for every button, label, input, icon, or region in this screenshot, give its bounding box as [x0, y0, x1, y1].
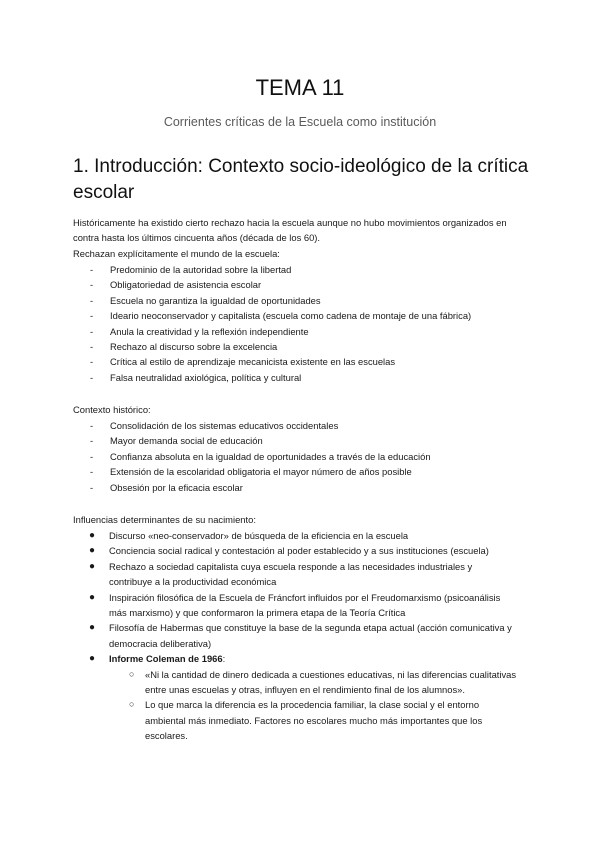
page-subtitle: Corrientes críticas de la Escuela como institución: [163, 115, 437, 129]
list-item: - Falsa neutralidad axiológica, política y cultural: [0, 370, 600, 385]
dash-marker: -: [90, 325, 94, 337]
list-item: ● Inspiración filosófica de la Escuela de Fráncfort influidos por el Freudomarxismo (psicoanálisis más marxismo) y que conformaron la primera etapa de la Teoría Crítica: [89, 591, 501, 619]
dash-marker: -: [90, 420, 94, 431]
list-item: - Crítica al estilo de aprendizaje mecanicista existente en las escuelas: [0, 354, 600, 369]
list-item: - Rechazo al discurso sobre la excelencia: [0, 339, 600, 354]
list-item: ● Discurso «neo-conservador» de búsqueda de la eficiencia en la escuela: [0, 528, 600, 543]
circle-marker: ○: [129, 699, 135, 710]
list-item: ● Conciencia social radical y contestación al poder establecido y a sus instituciones (escuela): [0, 543, 600, 558]
list-item: - Obsesión por la eficacia escolar: [0, 480, 600, 495]
list-item: ○ Lo que marca la diferencia es la procedencia familiar, la clase social y el entorno ambiental más inmediato. Factores no escolares mucho más importantes que los escolares.: [129, 699, 483, 742]
list-item: - Mayor demanda social de educación: [0, 433, 600, 448]
dash-marker: -: [90, 435, 94, 447]
dash-marker: -: [90, 481, 94, 493]
bullet-marker: ●: [89, 653, 96, 665]
bullet-marker: ●: [89, 530, 96, 541]
list-item: - Extensión de la escolaridad obligatoria el mayor número de años posible: [0, 464, 600, 479]
list-item: - Ideario neoconservador y capitalista (escuela como cadena de montaje de una fábrica): [0, 308, 600, 323]
list-item: - Obligatoriedad de asistencia escolar: [0, 277, 600, 292]
bullet-marker: ●: [89, 591, 96, 603]
page-title: TEMA 11: [255, 75, 345, 100]
list-item: - Escuela no garantiza la igualdad de oportunidades: [0, 293, 600, 308]
dash-marker: -: [90, 371, 94, 383]
list-item: - Consolidación de los sistemas educativos occidentales: [0, 418, 600, 433]
dash-marker: -: [90, 279, 94, 291]
bullet-marker: ●: [89, 560, 96, 572]
coleman-points: [109, 667, 518, 744]
influences-list: [0, 528, 600, 744]
dash-marker: -: [90, 450, 94, 462]
bullet-marker: ●: [89, 622, 96, 634]
dash-marker: -: [90, 466, 94, 478]
list-item: - Confianza absoluta en la igualdad de oportunidades a través de la educación: [0, 449, 600, 464]
context-label: Contexto histórico:: [73, 404, 151, 415]
list-item: ● Filosofía de Habermas que constituye la base de la segunda etapa actual (acción comunicativa y democracia deliberativa): [89, 622, 512, 649]
dash-marker: -: [90, 356, 94, 368]
list-item: ○ «Ni la cantidad de dinero dedicada a cuestiones educativas, ni las diferencias cualitativas entre unas escuelas y otras, influyen en el rendimiento final de los alumnos».: [129, 668, 517, 696]
dash-marker: -: [90, 340, 94, 352]
section-heading: 1. Introducción: Contexto socio-ideológico de la crítica escolar: [73, 156, 529, 203]
bullet-marker: ●: [89, 545, 96, 557]
list-item: - Predominio de la autoridad sobre la libertad: [0, 262, 600, 277]
circle-marker: ○: [129, 668, 135, 679]
list-item-coleman: ● Informe Coleman de 1966: ○ «Ni la cantidad de dinero dedicada a cuestiones educativas, ni las diferencias cualitativas entre unas escuelas y otras, influyen en el rendimiento final de los alumnos». ○ Lo que marca la diferencia es la procedencia familiar, la clase social y el entorno ambiental más inmediato. Factores no escolares mucho más importantes que los escolares.: [0, 651, 600, 743]
dash-marker: -: [90, 264, 94, 275]
influences-label: Influencias determinantes de su nacimiento:: [73, 514, 256, 525]
list-item: ● Rechazo a sociedad capitalista cuya escuela responde a las necesidades industriales y contribuye a la productividad económica: [89, 560, 473, 588]
context-list: [0, 418, 600, 495]
dash-marker: -: [90, 310, 94, 322]
rejections-list: [0, 262, 600, 385]
coleman-label: Informe Coleman de 1966: [109, 653, 223, 665]
dash-marker: -: [90, 294, 94, 306]
intro-paragraph: Históricamente ha existido cierto rechazo hacia la escuela aunque no hubo movimientos organizados en contra hasta los últimos cincuenta años (década de los 60).: [73, 217, 507, 244]
rejection-label: Rechazan explícitamente el mundo de la escuela:: [73, 248, 280, 259]
list-item: - Anula la creatividad y la reflexión independiente: [0, 324, 600, 339]
